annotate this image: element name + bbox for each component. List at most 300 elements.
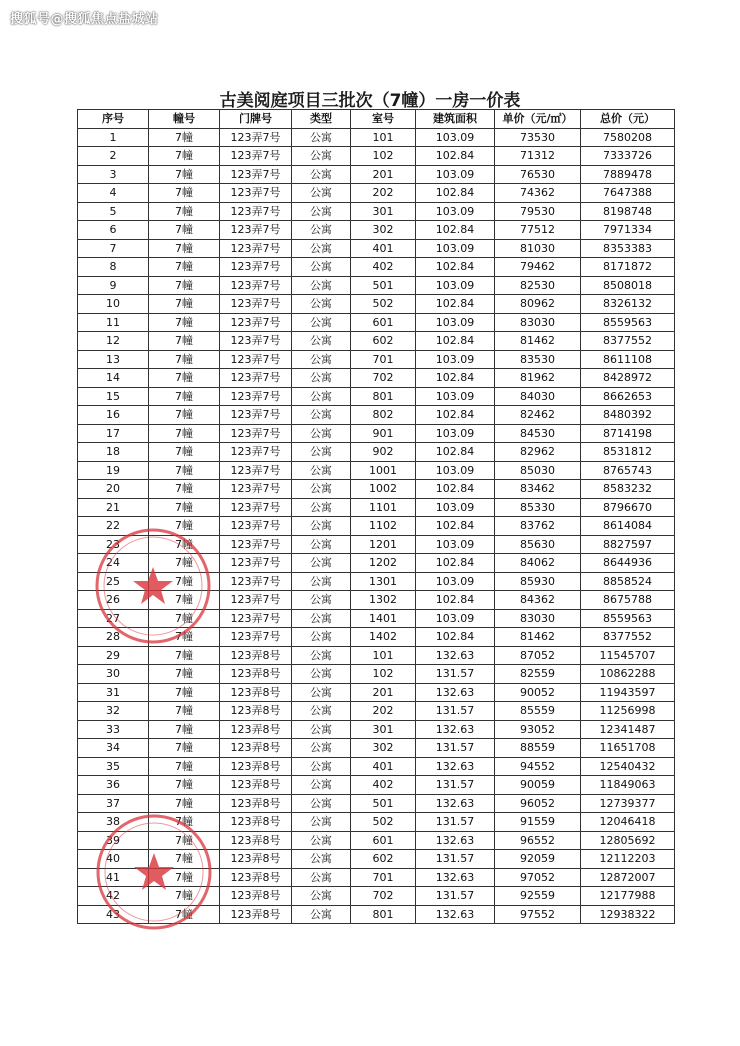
cell-unit-price: 96052 [495,794,581,813]
cell-building: 7幢 [149,165,220,184]
cell-seq: 21 [78,498,149,517]
cell-unit-price: 77512 [495,221,581,240]
cell-door: 123弄8号 [220,850,292,869]
cell-area: 102.84 [416,443,495,462]
cell-total-price: 7580208 [581,128,675,147]
column-header-seq: 序号 [78,110,149,129]
cell-area: 131.57 [416,776,495,795]
cell-building: 7幢 [149,443,220,462]
cell-type: 公寓 [292,165,351,184]
cell-room: 202 [351,702,416,721]
cell-type: 公寓 [292,258,351,277]
cell-door: 123弄8号 [220,739,292,758]
price-table [77,109,675,924]
cell-room: 801 [351,387,416,406]
cell-door: 123弄7号 [220,628,292,647]
cell-room: 301 [351,202,416,221]
cell-unit-price: 74362 [495,184,581,203]
cell-building: 7幢 [149,424,220,443]
cell-unit-price: 92059 [495,850,581,869]
cell-type: 公寓 [292,609,351,628]
cell-total-price: 8858524 [581,572,675,591]
cell-area: 131.57 [416,665,495,684]
cell-room: 1201 [351,535,416,554]
cell-building: 7幢 [149,313,220,332]
table-row [78,461,675,480]
cell-door: 123弄8号 [220,683,292,702]
cell-type: 公寓 [292,332,351,351]
cell-area: 103.09 [416,128,495,147]
cell-type: 公寓 [292,794,351,813]
cell-area: 102.84 [416,332,495,351]
cell-room: 502 [351,295,416,314]
table-row [78,221,675,240]
cell-total-price: 12805692 [581,831,675,850]
table-row [78,147,675,166]
cell-type: 公寓 [292,424,351,443]
cell-door: 123弄8号 [220,813,292,832]
table-row [78,794,675,813]
cell-unit-price: 90059 [495,776,581,795]
cell-room: 1402 [351,628,416,647]
cell-seq: 20 [78,480,149,499]
cell-building: 7幢 [149,905,220,924]
cell-area: 132.63 [416,720,495,739]
cell-seq: 31 [78,683,149,702]
cell-building: 7幢 [149,332,220,351]
cell-room: 102 [351,147,416,166]
cell-total-price: 8827597 [581,535,675,554]
cell-seq: 5 [78,202,149,221]
cell-building: 7幢 [149,646,220,665]
cell-total-price: 8428972 [581,369,675,388]
cell-total-price: 8614084 [581,517,675,536]
cell-seq: 23 [78,535,149,554]
cell-total-price: 12112203 [581,850,675,869]
cell-building: 7幢 [149,572,220,591]
cell-type: 公寓 [292,369,351,388]
cell-building: 7幢 [149,794,220,813]
cell-building: 7幢 [149,387,220,406]
cell-seq: 27 [78,609,149,628]
cell-building: 7幢 [149,239,220,258]
cell-area: 102.84 [416,184,495,203]
cell-total-price: 12739377 [581,794,675,813]
cell-type: 公寓 [292,443,351,462]
cell-area: 102.84 [416,591,495,610]
column-header-door: 门牌号 [220,110,292,129]
cell-room: 1202 [351,554,416,573]
table-row [78,868,675,887]
cell-unit-price: 76530 [495,165,581,184]
cell-building: 7幢 [149,369,220,388]
table-row [78,184,675,203]
cell-unit-price: 81962 [495,369,581,388]
cell-door: 123弄7号 [220,313,292,332]
cell-unit-price: 84062 [495,554,581,573]
cell-building: 7幢 [149,202,220,221]
cell-area: 132.63 [416,646,495,665]
cell-type: 公寓 [292,461,351,480]
cell-door: 123弄7号 [220,443,292,462]
cell-seq: 12 [78,332,149,351]
cell-area: 102.84 [416,221,495,240]
cell-seq: 32 [78,702,149,721]
cell-total-price: 12046418 [581,813,675,832]
cell-door: 123弄8号 [220,831,292,850]
cell-area: 102.84 [416,517,495,536]
cell-building: 7幢 [149,887,220,906]
cell-type: 公寓 [292,831,351,850]
cell-area: 132.63 [416,757,495,776]
cell-area: 103.09 [416,498,495,517]
cell-room: 1001 [351,461,416,480]
cell-door: 123弄7号 [220,535,292,554]
cell-unit-price: 85030 [495,461,581,480]
cell-unit-price: 85330 [495,498,581,517]
cell-total-price: 8377552 [581,628,675,647]
cell-area: 132.63 [416,905,495,924]
cell-door: 123弄7号 [220,554,292,573]
cell-building: 7幢 [149,831,220,850]
cell-room: 802 [351,406,416,425]
cell-room: 101 [351,646,416,665]
cell-area: 102.84 [416,480,495,499]
cell-building: 7幢 [149,258,220,277]
cell-building: 7幢 [149,850,220,869]
cell-total-price: 11256998 [581,702,675,721]
cell-area: 131.57 [416,702,495,721]
cell-room: 102 [351,665,416,684]
table-row [78,609,675,628]
cell-room: 601 [351,313,416,332]
cell-area: 103.09 [416,350,495,369]
table-row [78,202,675,221]
cell-unit-price: 97052 [495,868,581,887]
cell-seq: 43 [78,905,149,924]
cell-room: 801 [351,905,416,924]
cell-type: 公寓 [292,406,351,425]
column-header-type: 类型 [292,110,351,129]
cell-room: 101 [351,128,416,147]
cell-seq: 33 [78,720,149,739]
cell-unit-price: 84362 [495,591,581,610]
table-row [78,128,675,147]
cell-type: 公寓 [292,202,351,221]
cell-room: 302 [351,739,416,758]
cell-door: 123弄8号 [220,665,292,684]
cell-total-price: 8508018 [581,276,675,295]
cell-area: 103.09 [416,239,495,258]
cell-unit-price: 85930 [495,572,581,591]
cell-total-price: 8675788 [581,591,675,610]
cell-type: 公寓 [292,498,351,517]
cell-total-price: 12540432 [581,757,675,776]
cell-area: 131.57 [416,887,495,906]
table-row [78,905,675,924]
table-row [78,776,675,795]
cell-room: 902 [351,443,416,462]
cell-room: 501 [351,794,416,813]
cell-room: 901 [351,424,416,443]
cell-type: 公寓 [292,535,351,554]
cell-building: 7幢 [149,128,220,147]
cell-type: 公寓 [292,572,351,591]
cell-seq: 30 [78,665,149,684]
cell-door: 123弄7号 [220,572,292,591]
cell-total-price: 8353383 [581,239,675,258]
cell-door: 123弄8号 [220,776,292,795]
cell-type: 公寓 [292,776,351,795]
cell-building: 7幢 [149,628,220,647]
table-row [78,757,675,776]
table-row [78,535,675,554]
cell-total-price: 8480392 [581,406,675,425]
cell-room: 201 [351,165,416,184]
cell-type: 公寓 [292,128,351,147]
cell-seq: 4 [78,184,149,203]
table-row [78,295,675,314]
cell-area: 103.09 [416,424,495,443]
cell-building: 7幢 [149,184,220,203]
cell-total-price: 11849063 [581,776,675,795]
table-row [78,813,675,832]
cell-type: 公寓 [292,350,351,369]
table-row [78,850,675,869]
cell-type: 公寓 [292,757,351,776]
cell-total-price: 11545707 [581,646,675,665]
table-row [78,720,675,739]
cell-seq: 42 [78,887,149,906]
cell-total-price: 8583232 [581,480,675,499]
cell-total-price: 8662653 [581,387,675,406]
cell-room: 602 [351,332,416,351]
cell-unit-price: 81462 [495,628,581,647]
cell-seq: 17 [78,424,149,443]
cell-door: 123弄7号 [220,184,292,203]
cell-room: 401 [351,239,416,258]
cell-seq: 28 [78,628,149,647]
cell-total-price: 8198748 [581,202,675,221]
cell-area: 132.63 [416,831,495,850]
cell-area: 103.09 [416,461,495,480]
table-header-row [78,110,675,129]
cell-area: 102.84 [416,369,495,388]
table-row [78,276,675,295]
cell-area: 103.09 [416,313,495,332]
cell-building: 7幢 [149,535,220,554]
cell-type: 公寓 [292,239,351,258]
cell-seq: 25 [78,572,149,591]
column-header-unit-price: 单价（元/㎡） [495,110,581,129]
cell-seq: 36 [78,776,149,795]
cell-area: 102.84 [416,628,495,647]
cell-door: 123弄7号 [220,609,292,628]
cell-type: 公寓 [292,517,351,536]
cell-unit-price: 84530 [495,424,581,443]
cell-type: 公寓 [292,147,351,166]
cell-building: 7幢 [149,720,220,739]
cell-door: 123弄7号 [220,369,292,388]
cell-area: 103.09 [416,572,495,591]
cell-room: 1301 [351,572,416,591]
cell-door: 123弄7号 [220,406,292,425]
cell-seq: 29 [78,646,149,665]
cell-door: 123弄7号 [220,517,292,536]
cell-unit-price: 92559 [495,887,581,906]
table-row [78,406,675,425]
cell-door: 123弄8号 [220,905,292,924]
cell-total-price: 12341487 [581,720,675,739]
cell-room: 702 [351,369,416,388]
cell-door: 123弄7号 [220,350,292,369]
cell-unit-price: 79462 [495,258,581,277]
cell-door: 123弄7号 [220,258,292,277]
cell-door: 123弄8号 [220,868,292,887]
watermark-text: 搜狐号@搜狐焦点盐城站 [10,12,159,27]
cell-seq: 38 [78,813,149,832]
cell-seq: 6 [78,221,149,240]
table-row [78,424,675,443]
cell-total-price: 7333726 [581,147,675,166]
cell-seq: 19 [78,461,149,480]
cell-building: 7幢 [149,683,220,702]
table-row [78,369,675,388]
table-row [78,628,675,647]
table-row [78,683,675,702]
cell-total-price: 8171872 [581,258,675,277]
table-row [78,646,675,665]
cell-building: 7幢 [149,757,220,776]
cell-area: 102.84 [416,554,495,573]
cell-door: 123弄8号 [220,646,292,665]
table-row [78,350,675,369]
cell-seq: 39 [78,831,149,850]
cell-building: 7幢 [149,147,220,166]
cell-building: 7幢 [149,776,220,795]
cell-total-price: 8714198 [581,424,675,443]
cell-room: 1002 [351,480,416,499]
cell-type: 公寓 [292,646,351,665]
cell-unit-price: 85559 [495,702,581,721]
cell-area: 131.57 [416,850,495,869]
cell-building: 7幢 [149,868,220,887]
cell-unit-price: 84030 [495,387,581,406]
cell-seq: 18 [78,443,149,462]
cell-total-price: 8377552 [581,332,675,351]
cell-total-price: 12872007 [581,868,675,887]
cell-building: 7幢 [149,665,220,684]
cell-area: 131.57 [416,813,495,832]
cell-unit-price: 96552 [495,831,581,850]
cell-door: 123弄8号 [220,887,292,906]
cell-unit-price: 87052 [495,646,581,665]
table-row [78,665,675,684]
cell-seq: 41 [78,868,149,887]
cell-seq: 37 [78,794,149,813]
cell-door: 123弄7号 [220,332,292,351]
cell-door: 123弄7号 [220,591,292,610]
cell-total-price: 11651708 [581,739,675,758]
cell-total-price: 8644936 [581,554,675,573]
cell-area: 132.63 [416,794,495,813]
cell-type: 公寓 [292,887,351,906]
cell-seq: 10 [78,295,149,314]
cell-building: 7幢 [149,498,220,517]
column-header-area: 建筑面积 [416,110,495,129]
cell-room: 1302 [351,591,416,610]
cell-room: 602 [351,850,416,869]
cell-unit-price: 83762 [495,517,581,536]
table-row [78,498,675,517]
cell-type: 公寓 [292,480,351,499]
cell-seq: 22 [78,517,149,536]
cell-area: 103.09 [416,535,495,554]
cell-door: 123弄7号 [220,128,292,147]
cell-seq: 13 [78,350,149,369]
cell-area: 131.57 [416,739,495,758]
table-row [78,591,675,610]
cell-unit-price: 97552 [495,905,581,924]
cell-door: 123弄8号 [220,720,292,739]
cell-room: 701 [351,350,416,369]
cell-total-price: 11943597 [581,683,675,702]
cell-unit-price: 73530 [495,128,581,147]
cell-seq: 11 [78,313,149,332]
cell-room: 1102 [351,517,416,536]
cell-type: 公寓 [292,221,351,240]
cell-area: 102.84 [416,295,495,314]
cell-unit-price: 80962 [495,295,581,314]
cell-total-price: 7889478 [581,165,675,184]
cell-door: 123弄7号 [220,239,292,258]
table-row [78,387,675,406]
cell-seq: 24 [78,554,149,573]
cell-building: 7幢 [149,480,220,499]
cell-total-price: 12177988 [581,887,675,906]
cell-building: 7幢 [149,609,220,628]
cell-unit-price: 91559 [495,813,581,832]
column-header-total-price: 总价（元） [581,110,675,129]
cell-area: 102.84 [416,147,495,166]
page-title: 古美阅庭项目三批次（7幢）一房一价表 [219,91,521,111]
cell-seq: 3 [78,165,149,184]
cell-type: 公寓 [292,868,351,887]
cell-unit-price: 93052 [495,720,581,739]
cell-seq: 14 [78,369,149,388]
cell-total-price: 12938322 [581,905,675,924]
cell-door: 123弄7号 [220,498,292,517]
cell-room: 302 [351,221,416,240]
cell-building: 7幢 [149,813,220,832]
cell-type: 公寓 [292,905,351,924]
cell-type: 公寓 [292,850,351,869]
cell-seq: 2 [78,147,149,166]
cell-area: 103.09 [416,609,495,628]
cell-area: 102.84 [416,258,495,277]
cell-unit-price: 82462 [495,406,581,425]
cell-total-price: 8326132 [581,295,675,314]
table-row [78,165,675,184]
cell-area: 103.09 [416,165,495,184]
cell-room: 501 [351,276,416,295]
cell-unit-price: 81462 [495,332,581,351]
cell-type: 公寓 [292,295,351,314]
cell-unit-price: 83462 [495,480,581,499]
cell-unit-price: 82559 [495,665,581,684]
table-row [78,572,675,591]
cell-room: 401 [351,757,416,776]
